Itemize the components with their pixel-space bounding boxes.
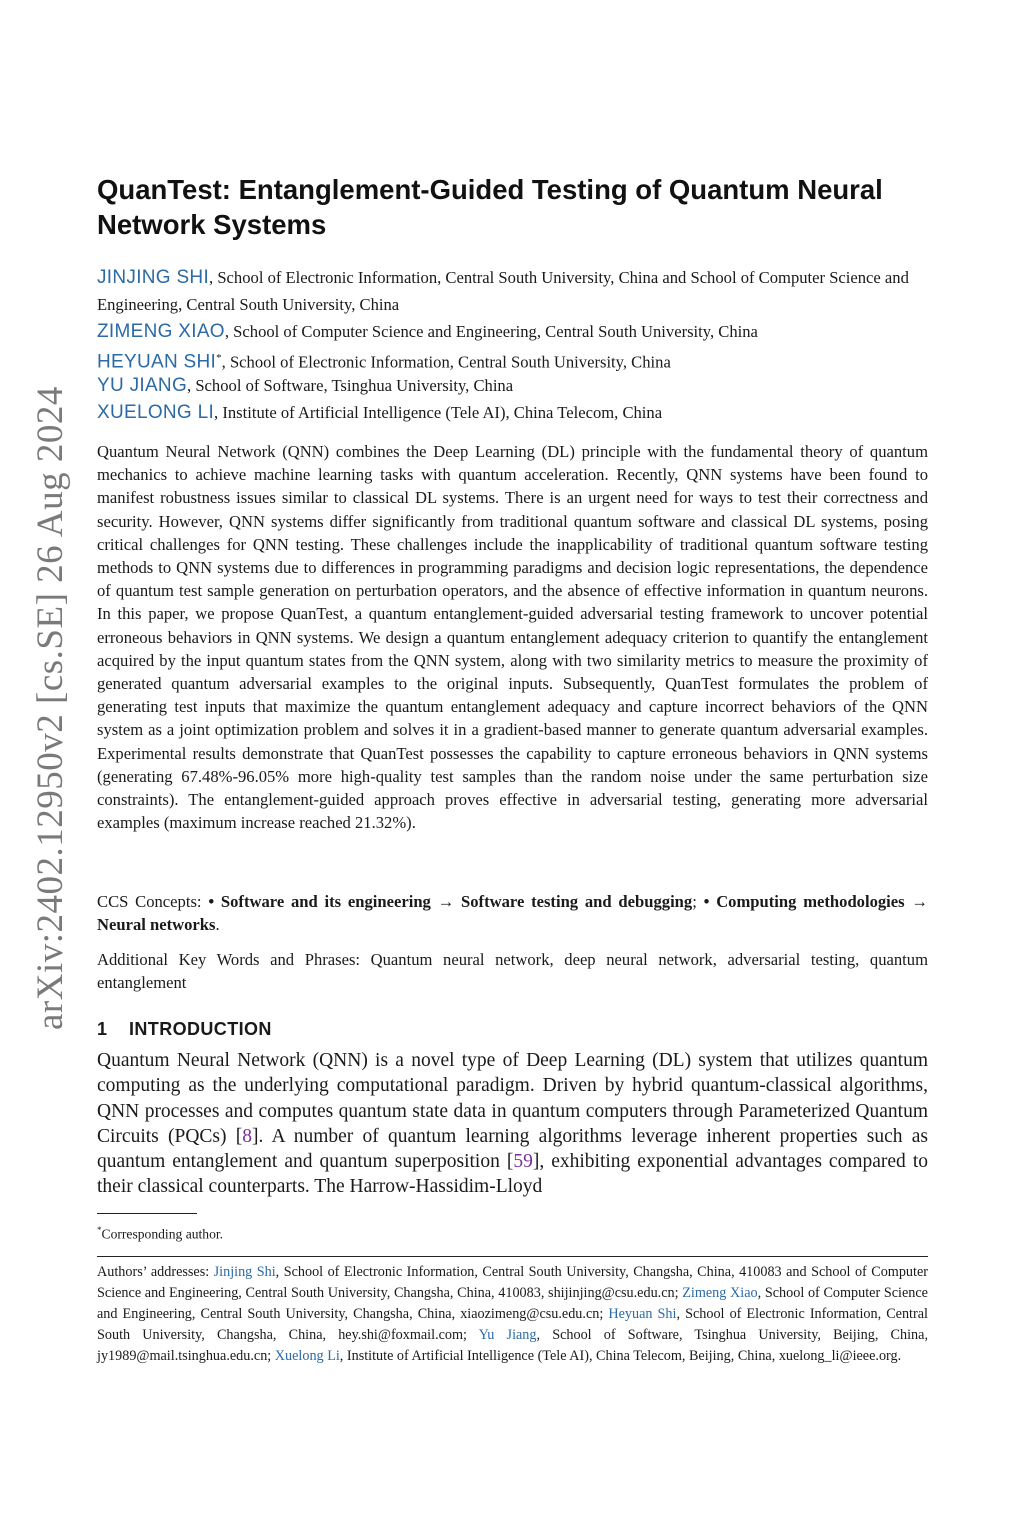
author-jinjing-shi (97, 264, 937, 318)
ccs-separator: ; (692, 892, 704, 911)
author-name[interactable]: YU JIANG (97, 375, 188, 396)
footnote-divider (97, 1213, 197, 1214)
intro-text-3: ], exhibiting exponential advantages compared to their classical counterparts. The Harrow-Hassidim-Lloyd (97, 1151, 928, 1198)
paper-title (97, 172, 937, 242)
address-text: , School of Software, Tsinghua University, Beijing, China, jy1989@mail.tsinghua.edu.cn; (97, 1327, 928, 1364)
author-name[interactable]: XUELONG LI (97, 402, 215, 423)
address-author-link[interactable]: Xuelong Li (274, 1348, 340, 1364)
address-author-link[interactable]: Yu Jiang (478, 1327, 537, 1343)
footnote-text: Corresponding author. (101, 1226, 224, 1242)
author-name[interactable]: JINJING SHI (97, 267, 210, 288)
author-xuelong-li (97, 399, 937, 426)
section-title: INTRODUCTION (129, 1019, 272, 1039)
addresses-prefix: Authors’ addresses: (97, 1264, 214, 1280)
title-line-2: Network Systems (97, 209, 327, 240)
citation-link[interactable]: 8 (242, 1125, 252, 1147)
section-heading-introduction (97, 1017, 272, 1041)
ccs-label: CCS Concepts: (97, 892, 209, 911)
ccs-end: . (215, 915, 220, 935)
intro-text-2: ]. A number of quantum learning algorithms leverage inherent properties such as quantum entanglement and quantum superposition [ (97, 1125, 929, 1173)
author-affiliation: , School of Electronic Information, Central South University, China and School of Computer Science and Engineering, Central South University, China (97, 268, 909, 314)
ccs-bullet: • (208, 892, 221, 911)
footnote-mark: * (97, 1225, 102, 1235)
section-number: 1 (97, 1019, 108, 1039)
author-yu-jiang (97, 372, 937, 399)
intro-text-1: Quantum Neural Network (QNN) is a novel type of Deep Learning (DL) system that utilizes quantum computing as the underlying computational paradigm. Driven by hybrid quantum-classical algorithms, QNN processes and computes quantum state data in quantum computers through Parameterized Quantum Circuits (PQCs) [ (97, 1050, 928, 1147)
citation-link[interactable]: 59 (513, 1151, 533, 1173)
ccs-concepts (97, 890, 928, 936)
address-author-link[interactable]: Jinjing Shi (213, 1264, 276, 1280)
author-affiliation: , Institute of Artificial Intelligence (Tele AI), China Telecom, China (214, 403, 663, 422)
author-affiliation: , School of Electronic Information, Central South University, China (221, 352, 671, 372)
address-author-link[interactable]: Zimeng Xiao (682, 1285, 758, 1301)
abstract: Quantum Neural Network (QNN) combines the Deep Learning (DL) principle with the fundamental theory of quantum mechanics to achieve machine learning tasks with quantum acceleration. Recently, QNN systems have been found to manifest robustness issues similar to classical DL systems. There is an urgent need for ways to test their correctness and security. However, QNN systems differ significantly from traditional quantum software and classical DL systems, posing critical challenges for QNN testing. These challenges include the inapplicability of traditional quantum software testing methods to QNN systems due to differences in programming paradigms and decision logic representations, the dependence of quantum test sample generation on perturbation operators, and the absence of effective information in quantum neurons. In this paper, we propose QuanTest, a quantum entanglement-guided adversarial testing framework to uncover potential erroneous behaviors in QNN systems. We design a quantum entanglement adequacy criterion to quantify the entanglement acquired by the input quantum states from the QNN system, along with two similarity metrics to measure the proximity of generated quantum adversarial examples to the original inputs. Subsequently, QuanTest formulates the problem of generating test inputs that maximize the quantum entanglement adequacy and capture incorrect behaviors of the QNN system as a joint optimization problem and solves it in a gradient-based manner to generate quantum adversarial examples. Experimental results demonstrate that QuanTest possesses the capability to capture erroneous behaviors in QNN systems (generating 67.48%-96.05% more high-quality test samples than the random noise under the same perturbation size constraints). The entanglement-guided approach proves effective in adversarial testing, generating more adversarial examples (maximum increase reached 21.32%). (97, 442, 928, 833)
corresponding-mark: * (216, 352, 222, 364)
author-affiliation: , School of Software, Tsinghua University, China (187, 376, 514, 395)
arxiv-identifier: arXiv:2402.12950v2 [cs.SE] 26 Aug 2024 (30, 386, 71, 1030)
footnote (97, 1220, 223, 1245)
ccs-bullet: • (703, 892, 717, 911)
introduction-paragraph (97, 1048, 928, 1200)
address-text: , School of Electronic Information, Central South University, Changsha, China, 410083 and School of Computer Science and Engineering, Central South University, Changsha, China, 410083, shijinjing@csu.edu.cn; (97, 1264, 928, 1301)
address-text: , School of Electronic Information, Central South University, Changsha, China, hey.shi@foxmail.com; (97, 1306, 928, 1343)
author-name[interactable]: HEYUAN SHI (97, 351, 217, 373)
author-addresses (97, 1262, 928, 1367)
ccs-concept-computing: Computing methodologies → Neural networks (97, 892, 928, 935)
title-line-1: QuanTest: Entanglement-Guided Testing of Quantum Neural (97, 174, 883, 205)
author-heyuan-shi (97, 345, 937, 376)
author-zimeng-xiao (97, 318, 937, 345)
address-text: , Institute of Artificial Intelligence (Tele AI), China Telecom, Beijing, China, xuelong_li@ieee.org. (339, 1348, 902, 1364)
author-affiliation: , School of Computer Science and Engineering, Central South University, China (224, 322, 758, 341)
keywords: Additional Key Words and Phrases: Quantum neural network, deep neural network, adversarial testing, quantum entanglement (97, 950, 928, 993)
addresses-divider (97, 1256, 928, 1257)
address-text: , School of Computer Science and Engineering, Central South University, Changsha, China, xiaozimeng@csu.edu.cn; (97, 1285, 928, 1322)
author-name[interactable]: ZIMENG XIAO (97, 321, 225, 342)
address-author-link[interactable]: Heyuan Shi (608, 1306, 677, 1322)
ccs-concept-software: Software and its engineering → Software testing and debugging (220, 892, 693, 911)
